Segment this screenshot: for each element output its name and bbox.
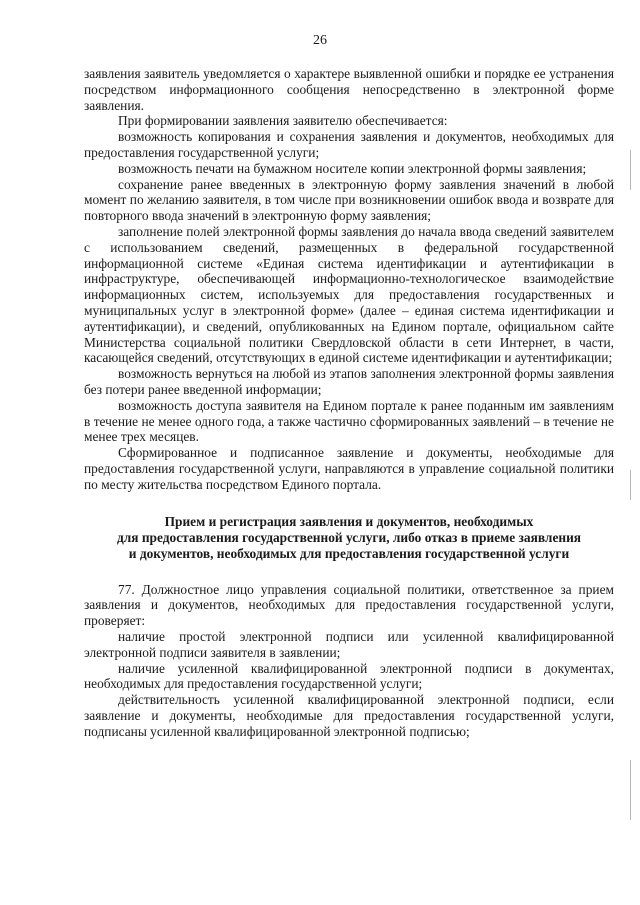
paragraph-signature-validity: действительность усиленной квалифицированной электронной подписи, если заявление и документы, необходимые для предоставления государственной услуги, подписаны усиленной квалифицированной электронной подписью;	[84, 692, 614, 739]
paragraph-print: возможность печати на бумажном носителе копии электронной формы заявления;	[118, 160, 587, 176]
paragraph-submission: Сформированное и подписанное заявление и документы, необходимые для предоставления государственной услуги, направляются в управление социальной политики по месту жительства посредством Единого портала.	[84, 445, 614, 492]
paragraph-77-intro: 77. Должностное лицо управления социальной политики, ответственное за прием заявления и документов, необходимых для предоставления государственной услуги, проверяет:	[84, 581, 614, 629]
paragraph-error-notice: заявления заявитель уведомляется о характере выявленной ошибки и порядке ее устранения посредством информационного сообщения непосредственно в электронной форме заявления.	[84, 66, 614, 113]
section-heading	[84, 514, 614, 562]
paragraph-copy-save: возможность копирования и сохранения заявления и документов, необходимых для предоставления государственной услуги;	[84, 129, 614, 160]
section-heading-line-2: для предоставления государственной услуги, либо отказ в приеме заявления	[116, 529, 582, 545]
document-body	[84, 66, 614, 739]
paragraph-save-values: сохранение ранее введенных в электронную форму заявления значений в любой момент по желанию заявителя, в том числе при возникновении ошибок ввода и возврате для повторного ввода значений в электронную форму заявления;	[84, 176, 614, 224]
paragraph-simple-signature: наличие простой электронной подписи или усиленной квалифицированной электронной подписи заявителя в заявлении;	[84, 628, 614, 660]
paragraph-qualified-signature: наличие усиленной квалифицированной электронной подписи в документах, необходимых для предоставления государственной услуги;	[84, 660, 614, 692]
section-heading-line-1: Прием и регистрация заявления и документов, необходимых	[164, 513, 534, 529]
scan-edge-mark	[630, 470, 631, 500]
page-number: 26	[313, 33, 327, 48]
section-heading-line-3: и документов, необходимых для предоставления государственной услуги	[128, 545, 570, 561]
paragraph-prefill-fields: заполнение полей электронной формы заявления до начала ввода сведений заявителем с использованием сведений, размещенных в федеральной государственной информационной системе «Единая система идентификации и аутентификации в инфраструктуре, обеспечивающей информационно-технологическое взаимодействие информационных систем, используемых для предоставления государственных и муниципальных услуг в электронной форме» (далее – единая система идентификации и аутентификации), и сведений, опубликованных на Едином портале, официальном сайте Министерства социальной политики Свердловской области в сети Интернет, в части, касающейся сведений, отсутствующих в единой системе идентификации и аутентификации;	[84, 223, 614, 366]
paragraph-return-step: возможность вернуться на любой из этапов заполнения электронной формы заявления без потери ранее введенной информации;	[84, 366, 614, 397]
paragraph-access-applications: возможность доступа заявителя на Едином портале к ранее поданным им заявлениям в течение не менее одного года, а также частично сформированных заявлений – в течение не менее трех месяцев.	[84, 397, 614, 445]
scan-edge-mark	[630, 760, 631, 820]
paragraph-form-provisions-intro: При формировании заявления заявителю обеспечивается:	[118, 113, 448, 129]
scan-edge-mark	[630, 150, 631, 190]
